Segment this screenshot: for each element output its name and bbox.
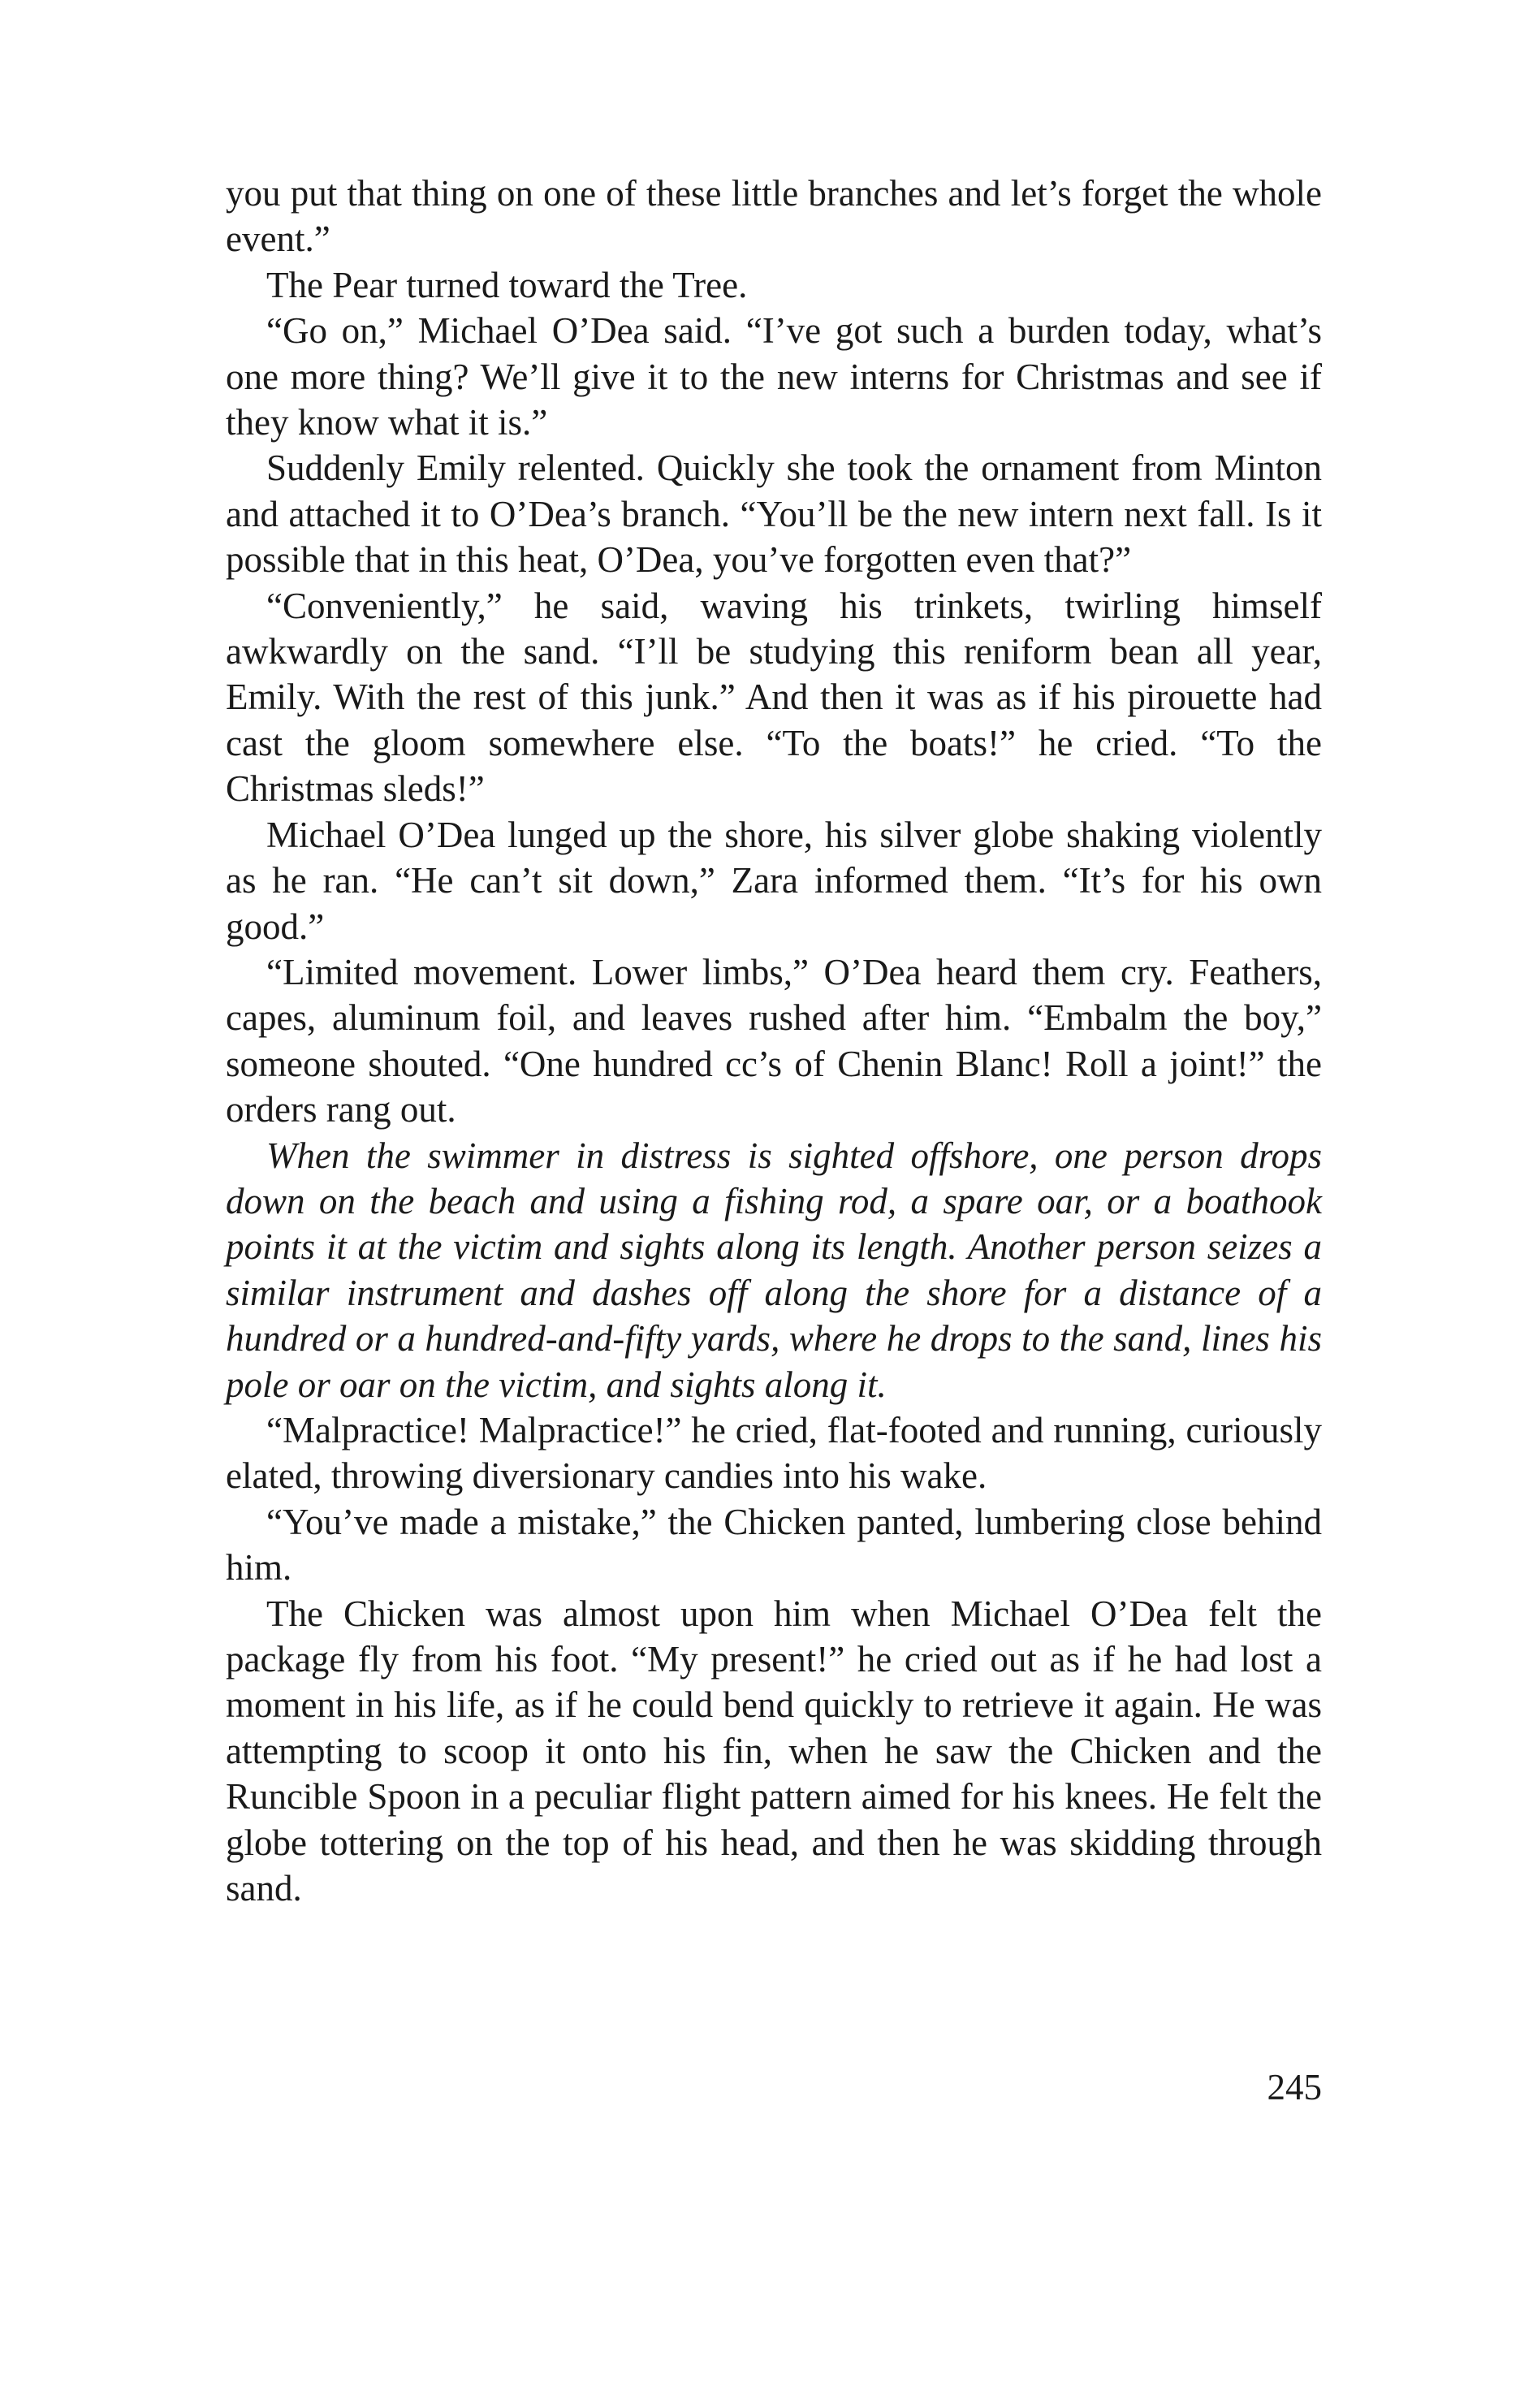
- paragraph: “You’ve made a mistake,” the Chicken panted, lumbering close behind him.: [226, 1501, 1322, 1589]
- body-text: [226, 171, 1322, 1911]
- paragraph: Michael O’Dea lunged up the shore, his silver globe shaking violently as he ran. “He can’t sit down,” Zara informed them. “It’s for his own good.”: [226, 814, 1322, 947]
- italic-quotation-paragraph: When the swimmer in distress is sighted offshore, one person drops down on the beach and using a fishing rod, a spare oar, or a boathook points it at the victim and sights along its length. Another person seizes a similar instrument and dashes off along the shore for a distance of a hundred or a hundred-and-fifty yards, where he drops to the sand, lines his pole or oar on the victim, and sights along it.: [226, 1135, 1322, 1405]
- paragraph: “Go on,” Michael O’Dea said. “I’ve got such a burden today, what’s one more thing? We’ll give it to the new interns for Christmas and see if they know what it is.”: [226, 310, 1322, 443]
- paragraph: Suddenly Emily relented. Quickly she took the ornament from Minton and attached it to O’Dea’s branch. “You’ll be the new intern next fall. Is it possible that in this heat, O’Dea, you’ve forgotten even that?”: [226, 447, 1322, 581]
- paragraph: “Conveniently,” he said, waving his trinkets, twirling himself awkwardly on the sand. “I’ll be studying this reniform bean all year, Emily. With the rest of this junk.” And then it was as if his pirouette had cast the gloom somewhere else. “To the boats!” he cried. “To the Christmas sleds!”: [226, 585, 1322, 810]
- paragraph: The Chicken was almost upon him when Michael O’Dea felt the package fly from his foot. “My present!” he cried out as if he had lost a moment in his life, as if he could bend quickly to retrieve it again. He was attempting to scoop it onto his fin, when he saw the Chicken and the Runcible Spoon in a peculiar flight pattern aimed for his knees. He felt the globe tottering on the top of his head, and then he was skidding through sand.: [226, 1593, 1322, 1909]
- paragraph: you put that thing on one of these little branches and let’s forget the whole event.”: [226, 173, 1322, 260]
- paragraph: “Limited movement. Lower limbs,” O’Dea heard them cry. Feathers, capes, aluminum foil, and leaves rushed after him. “Embalm the boy,” someone shouted. “One hundred cc’s of Chenin Blanc! Roll a joint!” the orders rang out.: [226, 951, 1322, 1131]
- page-number: 245: [1267, 2067, 1322, 2108]
- paragraph: The Pear turned toward the Tree.: [266, 264, 748, 305]
- paragraph: “Malpractice! Malpractice!” he cried, flat-footed and running, curiously elated, throwing diversionary candies into his wake.: [226, 1409, 1322, 1497]
